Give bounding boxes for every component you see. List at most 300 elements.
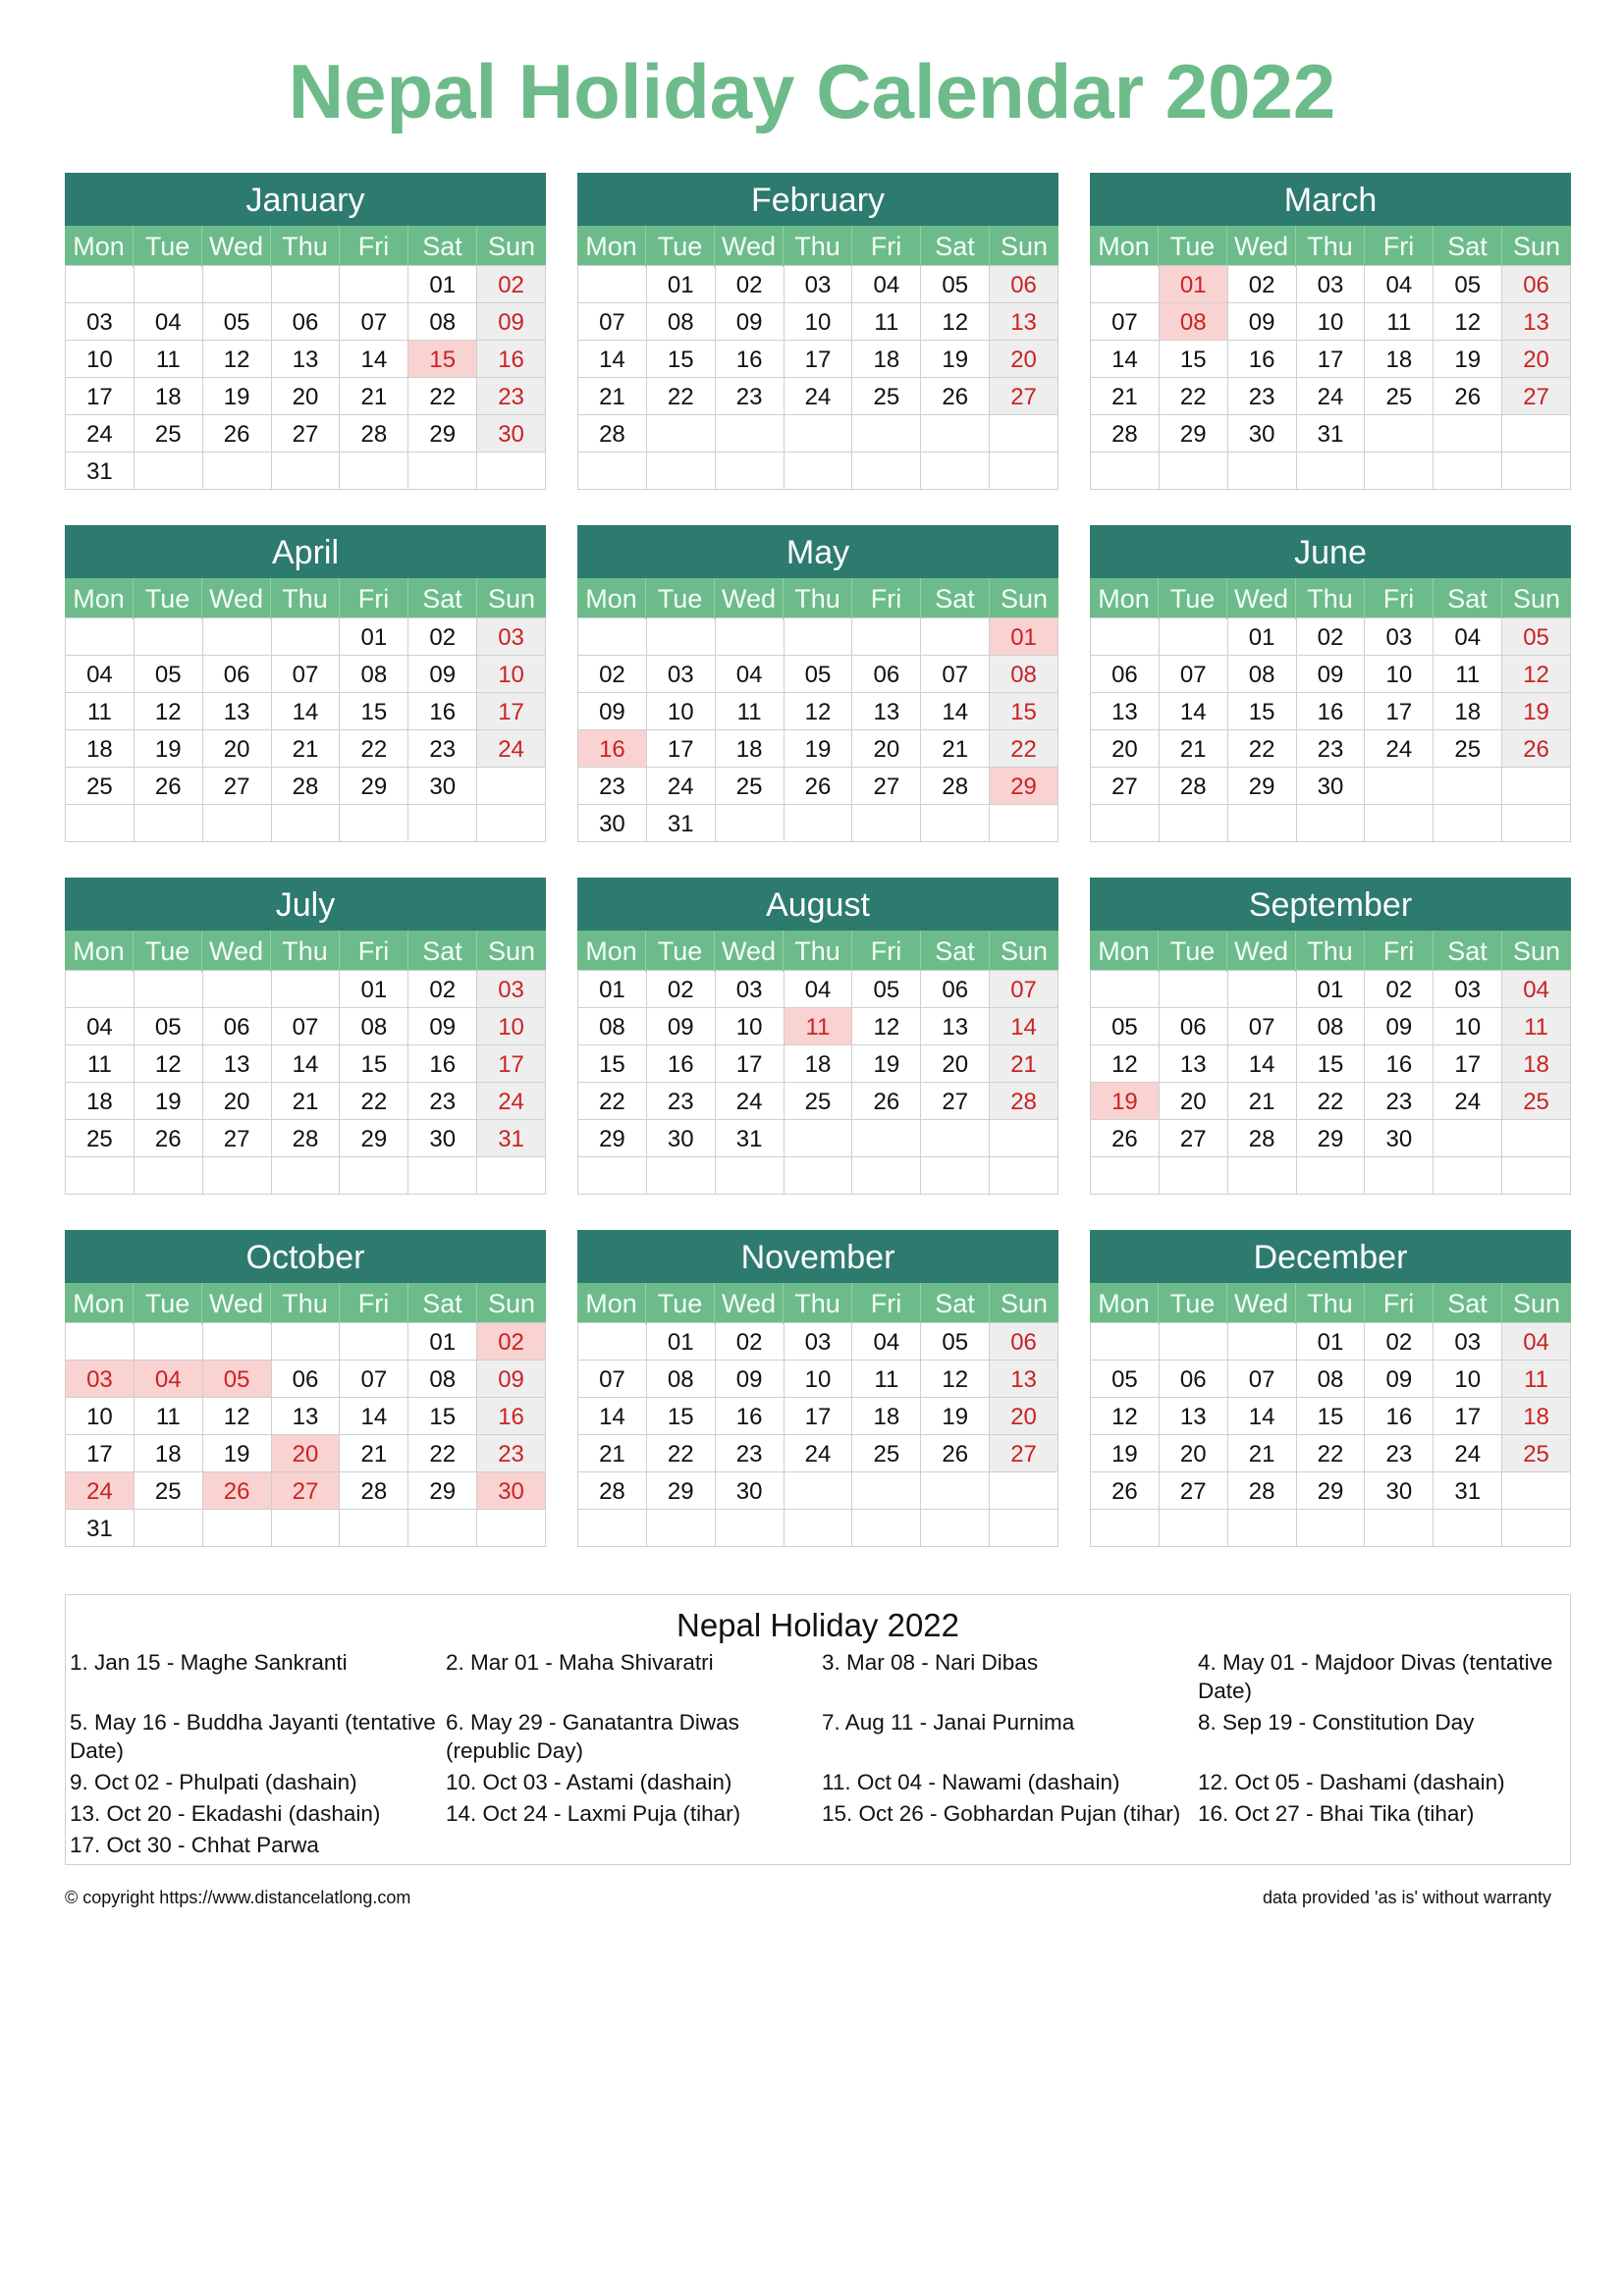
day-cell: 12: [785, 693, 853, 730]
day-cell: 01: [1297, 971, 1366, 1008]
weekday-label: Tue: [1159, 1283, 1227, 1324]
empty-day-cell: [272, 805, 341, 842]
weekday-label: Wed: [202, 931, 271, 972]
month-name: September: [1090, 878, 1571, 931]
day-cell: 25: [852, 1435, 921, 1472]
day-cell: 16: [1297, 693, 1366, 730]
month-april: [65, 525, 546, 842]
weekday-label: Sun: [1000, 936, 1049, 966]
month-name: December: [1090, 1230, 1571, 1283]
day-cell: 06: [203, 1008, 272, 1045]
day-cell: 23: [578, 768, 647, 805]
weekday-label: Thu: [1296, 931, 1365, 972]
empty-day-cell: [785, 1120, 853, 1157]
day-cell: 22: [647, 1435, 716, 1472]
holiday-item: 12. Oct 05 - Dashami (dashain): [1198, 1770, 1505, 1794]
weekday-label: Fri: [852, 1283, 921, 1324]
day-cell: 13: [272, 341, 341, 378]
empty-day-cell: [578, 618, 647, 656]
day-cell: 26: [1091, 1120, 1160, 1157]
day-cell: 26: [1091, 1472, 1160, 1510]
day-cell: 01: [408, 266, 477, 303]
weekday-label: Wed: [202, 226, 271, 267]
empty-day-cell: [647, 1510, 716, 1547]
empty-day-cell: [1365, 453, 1434, 490]
day-cell: 24: [1365, 730, 1434, 768]
day-cell: 29: [1297, 1472, 1366, 1510]
day-cell: 16: [477, 1398, 546, 1435]
day-cell: 22: [340, 1083, 408, 1120]
empty-day-cell: [340, 1157, 408, 1195]
weekday-label: Wed: [715, 931, 784, 972]
day-cell: 20: [1160, 1083, 1228, 1120]
weekday-label: Mon: [65, 1283, 134, 1324]
day-cell: 17: [66, 378, 135, 415]
day-cell: 28: [1228, 1472, 1297, 1510]
day-cell: 17: [1297, 341, 1366, 378]
day-cell: 09: [477, 1361, 546, 1398]
empty-day-cell: [1228, 1510, 1297, 1547]
day-cell: 09: [1297, 656, 1366, 693]
day-cell: 27: [1502, 378, 1571, 415]
day-cell: 16: [716, 1398, 785, 1435]
weekday-label: Wed: [1227, 931, 1296, 972]
day-cell: 15: [647, 341, 716, 378]
day-cell: 18: [852, 1398, 921, 1435]
weekday-label: Sat: [921, 226, 990, 267]
empty-day-cell: [1297, 453, 1366, 490]
empty-day-cell: [272, 1323, 341, 1361]
day-cell: 30: [477, 415, 546, 453]
day-cell: 27: [1160, 1120, 1228, 1157]
day-cell: 05: [203, 303, 272, 341]
empty-day-cell: [921, 415, 990, 453]
empty-day-cell: [1434, 1157, 1502, 1195]
day-cell: 28: [340, 1472, 408, 1510]
weekday-label: Fri: [340, 578, 408, 619]
day-cell: 30: [578, 805, 647, 842]
day-cell: 05: [1091, 1008, 1160, 1045]
day-cell: 21: [990, 1045, 1058, 1083]
day-cell: 16: [647, 1045, 716, 1083]
day-cell: 26: [135, 1120, 203, 1157]
empty-day-cell: [66, 971, 135, 1008]
day-cell: 12: [1502, 656, 1571, 693]
day-cell: 01: [340, 618, 408, 656]
day-cell: 28: [272, 1120, 341, 1157]
empty-day-cell: [477, 768, 546, 805]
day-cell: 19: [921, 1398, 990, 1435]
day-cell: 25: [1502, 1435, 1571, 1472]
day-cell: 21: [1228, 1083, 1297, 1120]
empty-day-cell: [1297, 1510, 1366, 1547]
day-cell: 25: [135, 415, 203, 453]
day-cell: 12: [1091, 1398, 1160, 1435]
weekday-label: Tue: [646, 578, 715, 619]
day-cell: 02: [477, 1323, 546, 1361]
empty-day-cell: [272, 1510, 341, 1547]
empty-day-cell: [990, 415, 1058, 453]
day-cell: 25: [1502, 1083, 1571, 1120]
day-cell: 15: [647, 1398, 716, 1435]
day-cell: 21: [340, 1435, 408, 1472]
weekday-label: Mon: [577, 1283, 646, 1324]
day-cell: 15: [578, 1045, 647, 1083]
day-cell: 10: [785, 303, 853, 341]
day-cell: 11: [1502, 1361, 1571, 1398]
day-grid: [1090, 970, 1571, 1195]
day-cell: 10: [1434, 1361, 1502, 1398]
day-cell: 11: [135, 341, 203, 378]
empty-day-cell: [1091, 453, 1160, 490]
day-cell: 22: [1160, 378, 1228, 415]
day-cell: 20: [921, 1045, 990, 1083]
day-cell: 06: [272, 303, 341, 341]
empty-day-cell: [1502, 1472, 1571, 1510]
empty-day-cell: [477, 453, 546, 490]
day-cell: 12: [1434, 303, 1502, 341]
day-cell: 19: [203, 1435, 272, 1472]
day-cell: 02: [1228, 266, 1297, 303]
day-cell: 07: [340, 303, 408, 341]
weekday-label: Mon: [1090, 1283, 1159, 1324]
empty-day-cell: [203, 805, 272, 842]
day-cell: 02: [408, 618, 477, 656]
day-cell: 20: [1091, 730, 1160, 768]
month-october: [65, 1230, 546, 1547]
day-cell: 23: [477, 378, 546, 415]
empty-day-cell: [1502, 1120, 1571, 1157]
weekday-label: Mon: [65, 226, 134, 267]
empty-day-cell: [203, 618, 272, 656]
day-grid: [577, 617, 1058, 842]
day-cell: 15: [408, 341, 477, 378]
month-name: June: [1090, 525, 1571, 578]
empty-day-cell: [1091, 1323, 1160, 1361]
day-cell: 19: [1091, 1435, 1160, 1472]
weekday-label: Sat: [408, 578, 477, 619]
day-cell: 30: [477, 1472, 546, 1510]
day-cell: 30: [408, 768, 477, 805]
weekday-label: Thu: [1296, 1283, 1365, 1324]
weekday-label: Wed: [202, 578, 271, 619]
empty-day-cell: [990, 805, 1058, 842]
empty-day-cell: [716, 1510, 785, 1547]
day-cell: 13: [1502, 303, 1571, 341]
empty-day-cell: [477, 1510, 546, 1547]
weekday-header: [1090, 578, 1571, 617]
day-cell: 25: [1434, 730, 1502, 768]
day-cell: 08: [340, 656, 408, 693]
empty-day-cell: [408, 805, 477, 842]
weekday-label: Thu: [1296, 226, 1365, 267]
day-cell: 27: [1160, 1472, 1228, 1510]
weekday-label: Thu: [784, 1283, 852, 1324]
day-cell: 29: [1160, 415, 1228, 453]
month-march: [1090, 173, 1571, 490]
day-cell: 07: [1228, 1361, 1297, 1398]
month-july: [65, 878, 546, 1195]
empty-day-cell: [272, 266, 341, 303]
empty-day-cell: [1434, 415, 1502, 453]
day-cell: 18: [785, 1045, 853, 1083]
day-cell: 04: [135, 303, 203, 341]
day-cell: 25: [716, 768, 785, 805]
day-cell: 17: [716, 1045, 785, 1083]
weekday-label: Mon: [1090, 931, 1159, 972]
empty-day-cell: [1502, 415, 1571, 453]
day-grid: [577, 970, 1058, 1195]
empty-day-cell: [1297, 805, 1366, 842]
empty-day-cell: [66, 805, 135, 842]
day-cell: 22: [408, 1435, 477, 1472]
empty-day-cell: [1434, 1120, 1502, 1157]
weekday-label: Tue: [134, 578, 202, 619]
day-cell: 22: [408, 378, 477, 415]
empty-day-cell: [203, 453, 272, 490]
day-cell: 02: [716, 266, 785, 303]
day-cell: 21: [1091, 378, 1160, 415]
day-cell: 26: [135, 768, 203, 805]
day-cell: 20: [272, 378, 341, 415]
empty-day-cell: [785, 453, 853, 490]
day-cell: 16: [578, 730, 647, 768]
day-cell: 16: [716, 341, 785, 378]
day-cell: 24: [647, 768, 716, 805]
day-cell: 27: [272, 1472, 341, 1510]
holiday-item: 9. Oct 02 - Phulpati (dashain): [70, 1770, 357, 1794]
day-cell: 10: [477, 656, 546, 693]
weekday-label: Tue: [1159, 931, 1227, 972]
holiday-item: 8. Sep 19 - Constitution Day: [1198, 1710, 1475, 1735]
day-cell: 14: [1228, 1398, 1297, 1435]
day-cell: 01: [408, 1323, 477, 1361]
day-cell: 21: [340, 378, 408, 415]
weekday-label: Thu: [271, 931, 340, 972]
holiday-item: 2. Mar 01 - Maha Shivaratri: [446, 1650, 714, 1675]
day-cell: 06: [1502, 266, 1571, 303]
empty-day-cell: [921, 1157, 990, 1195]
empty-day-cell: [1502, 1510, 1571, 1547]
empty-day-cell: [716, 415, 785, 453]
holiday-list-title: Nepal Holiday 2022: [676, 1607, 960, 1643]
weekday-header: [577, 226, 1058, 265]
weekday-label: Fri: [340, 931, 408, 972]
day-cell: 21: [578, 1435, 647, 1472]
empty-day-cell: [852, 1472, 921, 1510]
day-cell: 24: [477, 730, 546, 768]
empty-day-cell: [272, 618, 341, 656]
empty-day-cell: [1160, 971, 1228, 1008]
day-cell: 31: [1434, 1472, 1502, 1510]
day-cell: 09: [647, 1008, 716, 1045]
month-december: [1090, 1230, 1571, 1547]
day-cell: 01: [1297, 1323, 1366, 1361]
empty-day-cell: [921, 618, 990, 656]
day-cell: 07: [578, 303, 647, 341]
weekday-label: Sun: [1000, 584, 1049, 614]
day-cell: 22: [1297, 1083, 1366, 1120]
day-grid: [577, 1322, 1058, 1547]
holiday-item: 16. Oct 27 - Bhai Tika (tihar): [1198, 1801, 1475, 1826]
day-grid: [577, 265, 1058, 490]
weekday-label: Mon: [577, 931, 646, 972]
day-cell: 13: [272, 1398, 341, 1435]
weekday-label: Sat: [921, 931, 990, 972]
month-june: [1090, 525, 1571, 842]
empty-day-cell: [477, 805, 546, 842]
day-cell: 14: [340, 1398, 408, 1435]
weekday-header: [577, 931, 1058, 970]
day-cell: 07: [340, 1361, 408, 1398]
empty-day-cell: [340, 1510, 408, 1547]
weekday-label: Fri: [1365, 1283, 1434, 1324]
copyright-text: © copyright https://www.distancelatlong.com: [65, 1888, 411, 1907]
day-cell: 19: [135, 1083, 203, 1120]
day-cell: 02: [716, 1323, 785, 1361]
day-cell: 09: [1365, 1008, 1434, 1045]
day-cell: 31: [647, 805, 716, 842]
day-cell: 04: [1502, 1323, 1571, 1361]
day-cell: 28: [921, 768, 990, 805]
empty-day-cell: [1502, 768, 1571, 805]
day-cell: 07: [1091, 303, 1160, 341]
day-cell: 18: [716, 730, 785, 768]
day-cell: 27: [852, 768, 921, 805]
day-cell: 12: [203, 1398, 272, 1435]
day-grid: [65, 617, 546, 842]
weekday-label: Mon: [65, 931, 134, 972]
empty-day-cell: [477, 1157, 546, 1195]
day-cell: 28: [578, 415, 647, 453]
day-cell: 11: [66, 693, 135, 730]
holiday-item: 4. May 01 - Majdoor Divas (tentative Date): [1198, 1650, 1553, 1703]
day-cell: 23: [477, 1435, 546, 1472]
month-september: [1090, 878, 1571, 1195]
empty-day-cell: [1365, 1510, 1434, 1547]
empty-day-cell: [1228, 1157, 1297, 1195]
day-cell: 03: [1297, 266, 1366, 303]
weekday-label: Mon: [1090, 578, 1159, 619]
day-cell: 11: [1434, 656, 1502, 693]
day-cell: 10: [1365, 656, 1434, 693]
day-cell: 28: [990, 1083, 1058, 1120]
weekday-label: Tue: [646, 931, 715, 972]
holiday-item: 1. Jan 15 - Maghe Sankranti: [70, 1650, 348, 1675]
day-cell: 30: [1297, 768, 1366, 805]
day-cell: 11: [716, 693, 785, 730]
day-cell: 09: [578, 693, 647, 730]
holiday-item: 6. May 29 - Ganatantra Diwas (republic Day): [446, 1710, 739, 1763]
month-name: July: [65, 878, 546, 931]
day-cell: 09: [1365, 1361, 1434, 1398]
holiday-list: [66, 1646, 1570, 1862]
day-cell: 05: [921, 1323, 990, 1361]
holiday-list-panel: [65, 1594, 1571, 1865]
day-cell: 07: [272, 656, 341, 693]
day-cell: 21: [921, 730, 990, 768]
day-cell: 04: [716, 656, 785, 693]
day-cell: 18: [135, 1435, 203, 1472]
weekday-header: [1090, 931, 1571, 970]
month-february: [577, 173, 1058, 490]
day-cell: 04: [1434, 618, 1502, 656]
day-cell: 20: [203, 1083, 272, 1120]
day-cell: 15: [1297, 1045, 1366, 1083]
disclaimer-text: data provided 'as is' without warranty: [1262, 1888, 1551, 1907]
weekday-label: Sat: [1434, 1283, 1502, 1324]
day-cell: 16: [408, 1045, 477, 1083]
day-cell: 10: [716, 1008, 785, 1045]
empty-day-cell: [340, 453, 408, 490]
day-cell: 11: [852, 303, 921, 341]
day-cell: 11: [1365, 303, 1434, 341]
day-cell: 04: [852, 266, 921, 303]
day-cell: 02: [578, 656, 647, 693]
empty-day-cell: [647, 415, 716, 453]
day-cell: 24: [785, 378, 853, 415]
empty-day-cell: [990, 453, 1058, 490]
day-cell: 14: [272, 693, 341, 730]
empty-day-cell: [340, 805, 408, 842]
day-cell: 27: [203, 1120, 272, 1157]
weekday-label: Sun: [1512, 1289, 1561, 1318]
weekday-label: Fri: [852, 931, 921, 972]
day-cell: 03: [785, 266, 853, 303]
day-cell: 05: [1091, 1361, 1160, 1398]
weekday-label: Sun: [1512, 584, 1561, 614]
holiday-item: 13. Oct 20 - Ekadashi (dashain): [70, 1801, 381, 1826]
day-cell: 26: [921, 378, 990, 415]
empty-day-cell: [135, 805, 203, 842]
day-cell: 10: [647, 693, 716, 730]
day-cell: 25: [135, 1472, 203, 1510]
day-cell: 24: [1434, 1083, 1502, 1120]
empty-day-cell: [1502, 453, 1571, 490]
empty-day-cell: [852, 1120, 921, 1157]
day-cell: 30: [408, 1120, 477, 1157]
empty-day-cell: [1160, 618, 1228, 656]
weekday-header: [577, 1283, 1058, 1322]
weekday-label: Thu: [1296, 578, 1365, 619]
weekday-label: Sun: [487, 1289, 536, 1318]
day-cell: 29: [340, 768, 408, 805]
day-cell: 19: [135, 730, 203, 768]
day-cell: 20: [990, 341, 1058, 378]
day-cell: 18: [66, 730, 135, 768]
day-cell: 03: [716, 971, 785, 1008]
day-cell: 01: [578, 971, 647, 1008]
weekday-label: Wed: [1227, 578, 1296, 619]
day-cell: 11: [66, 1045, 135, 1083]
day-cell: 15: [408, 1398, 477, 1435]
holiday-item: 11. Oct 04 - Nawami (dashain): [822, 1770, 1120, 1794]
day-cell: 14: [1160, 693, 1228, 730]
day-cell: 29: [340, 1120, 408, 1157]
weekday-label: Wed: [1227, 1283, 1296, 1324]
month-name: October: [65, 1230, 546, 1283]
day-cell: 04: [1365, 266, 1434, 303]
empty-day-cell: [1434, 768, 1502, 805]
day-cell: 22: [1297, 1435, 1366, 1472]
weekday-label: Sun: [1512, 936, 1561, 966]
empty-day-cell: [135, 1157, 203, 1195]
day-cell: 02: [647, 971, 716, 1008]
day-cell: 07: [578, 1361, 647, 1398]
day-cell: 08: [647, 303, 716, 341]
day-cell: 24: [716, 1083, 785, 1120]
weekday-label: Tue: [134, 931, 202, 972]
